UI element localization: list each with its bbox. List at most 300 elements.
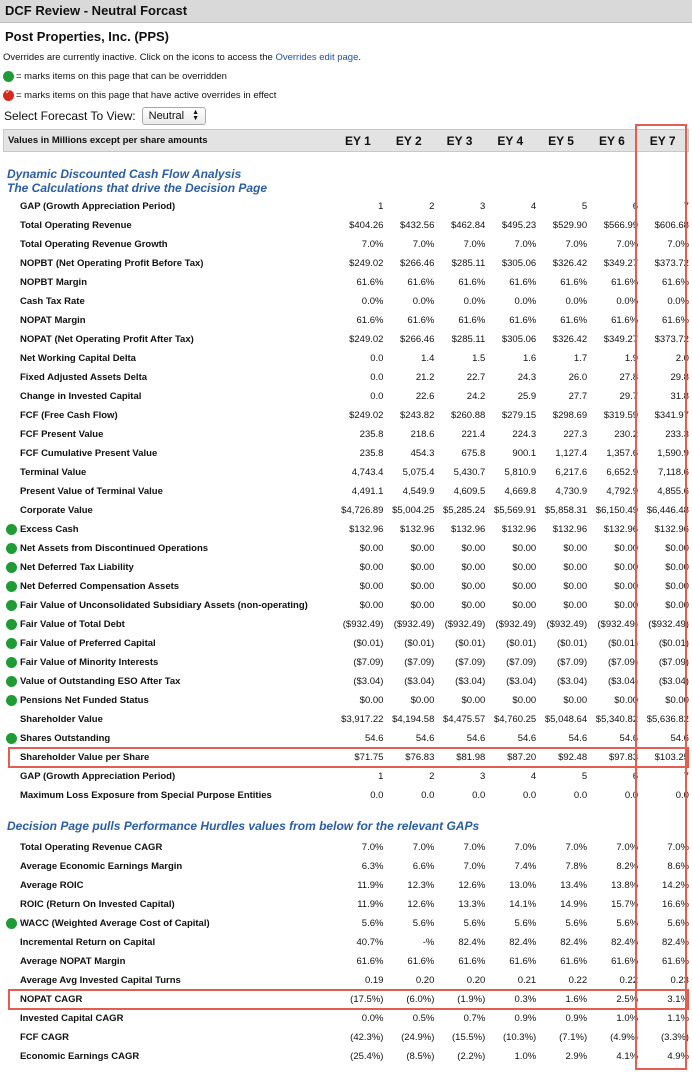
green-override-icon[interactable]: [6, 918, 17, 929]
row-value: 61.6%: [407, 315, 435, 326]
row-label: Average Economic Earnings Margin: [19, 861, 183, 872]
row-value: ($932.49): [342, 619, 384, 630]
table-row: [3, 558, 689, 577]
table-row: [3, 368, 689, 387]
row-label: Incremental Return on Capital: [19, 937, 156, 948]
table-row: [3, 615, 689, 634]
row-label: NOPBT Margin: [19, 277, 87, 288]
row-value: 0.0: [370, 391, 384, 402]
row-value: 0.23: [670, 975, 689, 986]
table-row: [3, 463, 689, 482]
green-override-icon[interactable]: [6, 581, 17, 592]
row-value: 2: [429, 201, 435, 212]
row-label: NOPAT (Net Operating Profit After Tax): [19, 334, 194, 345]
row-value: 1.6: [522, 353, 537, 364]
row-value: ($0.01): [658, 638, 689, 649]
header-year: EY 3: [446, 133, 473, 148]
row-value: $0.00: [665, 562, 689, 573]
table-row: [3, 387, 689, 406]
row-value: 0.0: [370, 790, 384, 801]
row-value: ($0.01): [404, 638, 435, 649]
row-label: Change in Invested Capital: [19, 391, 142, 402]
row-value: $249.02: [349, 334, 384, 345]
row-label: NOPAT Margin: [19, 315, 86, 326]
row-value: 1.0%: [514, 1051, 537, 1062]
row-value: 6,217.6: [555, 467, 588, 478]
row-value: $566.99: [603, 220, 639, 231]
row-value: 6,652.9: [606, 467, 639, 478]
row-value: ($7.09): [557, 657, 588, 668]
row-label: Net Working Capital Delta: [19, 353, 136, 364]
row-value: 0.21: [517, 975, 537, 986]
row-label: Shareholder Value: [19, 714, 103, 725]
row-icon-cell: [3, 733, 20, 744]
section1-rows: [3, 197, 689, 805]
row-value: -%: [422, 937, 435, 948]
table-row: [3, 1047, 689, 1066]
table-row: [3, 914, 689, 933]
row-label: GAP (Growth Appreciation Period): [19, 201, 176, 212]
table-row: [3, 767, 689, 786]
row-value: 6.3%: [361, 861, 384, 872]
row-value: 61.6%: [458, 315, 486, 326]
row-value: (42.3%): [350, 1032, 384, 1043]
row-label: Economic Earnings CAGR: [19, 1051, 140, 1062]
row-value: $4,475.57: [443, 714, 486, 725]
row-label: FCF Cumulative Present Value: [19, 448, 158, 459]
row-value: $0.00: [614, 581, 639, 592]
green-override-icon[interactable]: [6, 619, 17, 630]
row-value: 235.8: [359, 429, 384, 440]
table-row: [3, 691, 689, 710]
table-row: [3, 254, 689, 273]
green-override-icon[interactable]: [6, 657, 17, 668]
row-value: $5,340.82: [595, 714, 639, 725]
row-value: ($932.49): [648, 619, 689, 630]
row-value: ($0.01): [353, 638, 384, 649]
row-value: 54.6: [670, 733, 689, 744]
row-value: 0.0%: [361, 1013, 384, 1024]
table-header: [3, 129, 689, 152]
header-year: EY 4: [497, 133, 524, 148]
row-value: 675.8: [461, 448, 486, 459]
forecast-select-label: Select Forecast To View:: [4, 109, 136, 123]
row-value: 54.6: [466, 733, 486, 744]
row-label: Pensions Net Funded Status: [19, 695, 149, 706]
row-value: $132.96: [450, 524, 486, 535]
row-value: 61.6%: [662, 277, 689, 288]
row-value: 8.2%: [616, 861, 639, 872]
table-row: [3, 539, 689, 558]
row-value: 0.0: [472, 790, 486, 801]
table-row: [3, 235, 689, 254]
row-label: Fair Value of Total Debt: [19, 619, 125, 630]
row-value: ($932.49): [393, 619, 435, 630]
row-value: 2.0: [675, 353, 689, 364]
row-value: $0.00: [512, 581, 537, 592]
row-value: ($3.04): [658, 676, 689, 687]
table-row: [3, 596, 689, 615]
row-value: 0.0: [370, 353, 384, 364]
row-value: $76.83: [405, 752, 435, 763]
table-row: [3, 748, 689, 767]
row-value: $285.11: [451, 258, 486, 269]
row-value: 1: [378, 201, 384, 212]
row-value: $5,004.25: [392, 505, 435, 516]
row-value: 0.9%: [514, 1013, 537, 1024]
row-label: Total Operating Revenue Growth: [19, 239, 168, 250]
row-value: ($932.49): [546, 619, 588, 630]
row-value: 1,127.4: [555, 448, 588, 459]
legend-overridable-text: = marks items on this page that can be overridden: [16, 71, 227, 82]
row-value: 7,118.6: [657, 467, 689, 478]
row-label: Cash Tax Rate: [19, 296, 85, 307]
row-value: 24.2: [466, 391, 486, 402]
row-value: 0.0%: [514, 296, 537, 307]
row-value: 900.1: [512, 448, 537, 459]
row-value: ($7.09): [353, 657, 384, 668]
row-value: $0.00: [614, 562, 639, 573]
row-value: $0.00: [410, 695, 435, 706]
row-value: $260.88: [450, 410, 486, 421]
row-label: GAP (Growth Appreciation Period): [19, 771, 176, 782]
green-override-icon[interactable]: [6, 524, 17, 535]
row-value: $5,569.91: [493, 505, 537, 516]
row-label: Present Value of Terminal Value: [19, 486, 163, 497]
row-value: $341.97: [654, 410, 689, 421]
row-value: $266.46: [400, 258, 435, 269]
row-value: $4,760.25: [493, 714, 537, 725]
row-label: Fair Value of Minority Interests: [19, 657, 159, 668]
row-value: $0.00: [665, 600, 689, 611]
row-value: 7.0%: [667, 842, 689, 853]
dcf-table: [3, 129, 689, 1066]
row-icon-cell: [3, 657, 20, 668]
row-value: 1.9: [624, 353, 639, 364]
row-value: $305.06: [501, 334, 537, 345]
row-value: $0.00: [359, 543, 384, 554]
row-value: 5,810.9: [504, 467, 537, 478]
row-value: $462.84: [450, 220, 486, 231]
row-value: $0.00: [461, 581, 486, 592]
green-override-icon[interactable]: [6, 733, 17, 744]
table-row: [3, 216, 689, 235]
row-label: Net Assets from Discontinued Operations: [19, 543, 209, 554]
row-value: 6: [632, 771, 639, 782]
green-override-icon[interactable]: [6, 562, 17, 573]
row-value: $0.00: [410, 581, 435, 592]
row-value: 0.0: [624, 790, 639, 801]
green-override-icon[interactable]: [6, 695, 17, 706]
row-value: 61.6%: [611, 277, 639, 288]
row-value: 54.6: [568, 733, 588, 744]
row-value: 82.4%: [560, 937, 588, 948]
row-value: ($932.49): [597, 619, 639, 630]
row-value: 0.0: [421, 790, 435, 801]
row-value: $319.59: [603, 410, 639, 421]
row-value: $103.25: [654, 752, 689, 763]
row-value: $81.98: [456, 752, 486, 763]
row-value: ($7.09): [607, 657, 639, 668]
row-value: 7.4%: [514, 861, 537, 872]
row-value: 14.9%: [560, 899, 588, 910]
red-checkmark-icon: [3, 90, 14, 101]
row-value: (17.5%): [350, 994, 384, 1005]
table-row: [3, 857, 689, 876]
row-value: $0.00: [512, 695, 537, 706]
row-label: ROIC (Return On Invested Capital): [19, 899, 175, 910]
table-row: [3, 501, 689, 520]
row-value: 1.4: [421, 353, 435, 364]
row-value: 61.6%: [356, 956, 384, 967]
row-label: Shareholder Value per Share: [19, 752, 150, 763]
row-value: $0.00: [410, 562, 435, 573]
row-value: 7.0%: [463, 239, 486, 250]
row-label: Corporate Value: [19, 505, 93, 516]
forecast-select-value: Neutral: [148, 110, 185, 122]
row-value: 3: [479, 771, 486, 782]
row-value: ($3.04): [404, 676, 435, 687]
row-value: $0.00: [563, 562, 588, 573]
row-value: $266.46: [400, 334, 435, 345]
row-value: 61.6%: [509, 277, 537, 288]
row-value: 24.3: [517, 372, 537, 383]
row-value: $4,726.89: [341, 505, 384, 516]
row-value: 4,491.1: [351, 486, 384, 497]
row-value: 5.6%: [514, 918, 537, 929]
row-label: Net Deferred Compensation Assets: [19, 581, 180, 592]
header-year: EY 2: [395, 133, 422, 148]
window-title: DCF Review - Neutral Forcast: [0, 0, 692, 23]
row-value: 4.9%: [667, 1051, 689, 1062]
green-override-icon[interactable]: [6, 638, 17, 649]
row-value: 0.5%: [412, 1013, 435, 1024]
row-value: 1,590.9: [657, 448, 689, 459]
row-icon-cell: [3, 600, 20, 611]
row-value: 0.0%: [616, 296, 639, 307]
row-value: 454.3: [410, 448, 435, 459]
row-value: (3.3%): [660, 1032, 689, 1043]
row-value: (4.9%): [610, 1032, 639, 1043]
row-value: 61.6%: [458, 277, 486, 288]
row-value: $373.72: [654, 258, 689, 269]
section2-title: Decision Page pulls Performance Hurdles values from below for the relevant GAPs: [7, 819, 480, 833]
row-value: $0.00: [563, 543, 588, 554]
row-value: ($0.01): [607, 638, 639, 649]
row-value: $606.68: [654, 220, 689, 231]
row-value: $0.00: [614, 543, 639, 554]
row-value: 0.20: [415, 975, 435, 986]
row-value: 0.19: [364, 975, 384, 986]
row-value: ($3.04): [506, 676, 537, 687]
row-icon-cell: [3, 695, 20, 706]
row-value: 7.0%: [412, 239, 435, 250]
green-override-icon[interactable]: [6, 676, 17, 687]
row-value: 7.0%: [616, 842, 639, 853]
row-value: 0.0: [573, 790, 588, 801]
row-value: ($932.49): [444, 619, 486, 630]
table-row: [3, 577, 689, 596]
row-value: 4,855.6: [657, 486, 689, 497]
row-icon-cell: [3, 676, 20, 687]
row-value: $132.96: [603, 524, 639, 535]
row-value: $6,150.49: [595, 505, 639, 516]
row-value: 61.6%: [662, 315, 689, 326]
row-label: Average Avg Invested Capital Turns: [19, 975, 181, 986]
row-value: 7.0%: [361, 842, 384, 853]
row-value: 7.0%: [514, 842, 537, 853]
row-value: $0.00: [512, 600, 537, 611]
row-value: 25.9: [517, 391, 537, 402]
row-value: 7.0%: [412, 842, 435, 853]
row-value: 8.6%: [667, 861, 689, 872]
row-value: ($0.01): [455, 638, 486, 649]
row-value: 21.2: [415, 372, 435, 383]
row-value: 5,075.4: [402, 467, 435, 478]
row-value: $0.00: [461, 600, 486, 611]
row-label: FCF (Free Cash Flow): [19, 410, 118, 421]
green-override-icon[interactable]: [6, 543, 17, 554]
row-icon-cell: [3, 918, 20, 929]
table-row: [3, 292, 689, 311]
row-value: $5,636.82: [646, 714, 689, 725]
row-value: $373.72: [654, 334, 689, 345]
row-value: $6,446.48: [646, 505, 689, 516]
row-value: 1.5: [472, 353, 486, 364]
row-value: 61.6%: [407, 956, 435, 967]
legend-overridable: [3, 67, 692, 86]
row-value: 230.2: [614, 429, 639, 440]
row-value: $0.00: [359, 562, 384, 573]
row-value: 12.6%: [407, 899, 435, 910]
table-row: [3, 330, 689, 349]
row-value: ($7.09): [658, 657, 689, 668]
table-row: [3, 349, 689, 368]
company-name: Post Properties, Inc. (PPS): [5, 29, 169, 44]
table-row: [3, 710, 689, 729]
row-value: 0.9%: [565, 1013, 588, 1024]
row-value: $5,285.24: [443, 505, 486, 516]
table-row: [3, 990, 689, 1009]
row-value: 61.6%: [356, 277, 384, 288]
row-value: $132.96: [654, 524, 689, 535]
row-value: 61.6%: [560, 956, 588, 967]
row-value: $71.75: [354, 752, 384, 763]
row-label: Average ROIC: [19, 880, 84, 891]
row-value: 6.6%: [412, 861, 435, 872]
row-value: 16.6%: [662, 899, 689, 910]
row-value: 82.4%: [611, 937, 639, 948]
row-value: $5,858.31: [544, 505, 588, 516]
row-value: 13.3%: [458, 899, 486, 910]
row-value: 1.7: [573, 353, 588, 364]
row-icon-cell: [3, 619, 20, 630]
row-value: 224.3: [512, 429, 537, 440]
table-row: [3, 672, 689, 691]
row-value: $0.00: [614, 695, 639, 706]
row-value: 7.0%: [514, 239, 537, 250]
row-value: 4: [530, 771, 537, 782]
row-value: $0.00: [512, 543, 537, 554]
row-value: 0.22: [619, 975, 639, 986]
row-value: 4,549.9: [402, 486, 435, 497]
row-value: (6.0%): [406, 994, 435, 1005]
table-row: [3, 406, 689, 425]
row-label: Fair Value of Unconsolidated Subsidiary Assets (non-operating): [19, 600, 308, 611]
row-value: 11.9%: [357, 899, 384, 910]
row-value: (24.9%): [401, 1032, 435, 1043]
table-row: [3, 482, 689, 501]
row-value: 3: [479, 201, 486, 212]
row-value: 233.3: [665, 429, 689, 440]
row-value: 227.3: [563, 429, 588, 440]
row-value: 0.0%: [361, 296, 384, 307]
row-value: 14.1%: [509, 899, 537, 910]
table-row: [3, 444, 689, 463]
row-value: 2.5%: [616, 994, 639, 1005]
green-override-icon[interactable]: [6, 600, 17, 611]
legend-active-text: = marks items on this page that have active overrides in effect: [16, 90, 277, 101]
row-value: 7: [683, 771, 689, 782]
row-icon-cell: [3, 638, 20, 649]
table-row: [3, 952, 689, 971]
row-value: 1.0%: [616, 1013, 639, 1024]
row-label: Maximum Loss Exposure from Special Purpose Entities: [19, 790, 272, 801]
row-value: 40.7%: [356, 937, 384, 948]
overrides-note-text: Overrides are currently inactive. Click on the icons to access the: [3, 52, 276, 63]
overrides-note: [3, 51, 692, 64]
header-year: EY 5: [548, 133, 574, 148]
row-value: 7: [683, 201, 689, 212]
row-value: 22.7: [466, 372, 486, 383]
row-value: 7.0%: [463, 861, 486, 872]
row-value: 5.6%: [616, 918, 639, 929]
row-value: 5.6%: [463, 918, 486, 929]
row-value: 61.6%: [509, 315, 537, 326]
table-row: [3, 876, 689, 895]
row-value: $0.00: [665, 543, 689, 554]
row-value: 61.6%: [611, 956, 639, 967]
row-value: 4,669.8: [504, 486, 537, 497]
row-value: $0.00: [410, 600, 435, 611]
row-value: $0.00: [665, 581, 689, 592]
row-value: $0.00: [359, 581, 384, 592]
row-value: 29.7: [619, 391, 639, 402]
row-value: 0.0: [522, 790, 537, 801]
row-value: 0.0: [370, 372, 384, 383]
forecast-select[interactable]: [142, 107, 206, 125]
row-label: Fixed Adjusted Assets Delta: [19, 372, 148, 383]
row-value: $404.26: [349, 220, 384, 231]
row-value: 0.3%: [514, 994, 537, 1005]
row-value: 2.9%: [565, 1051, 588, 1062]
row-value: $326.42: [552, 334, 588, 345]
row-label: FCF Present Value: [19, 429, 104, 440]
row-value: $3,917.22: [341, 714, 384, 725]
row-value: $0.00: [359, 695, 384, 706]
row-value: (25.4%): [350, 1051, 384, 1062]
select-arrows-icon: ▲ ▼: [192, 109, 200, 122]
row-icon-cell: [3, 524, 20, 535]
table-row: [3, 653, 689, 672]
row-value: $495.23: [501, 220, 537, 231]
header-year: EY 6: [598, 133, 625, 148]
table-row: [3, 838, 689, 857]
overrides-edit-link[interactable]: Overrides edit page: [275, 52, 359, 63]
row-value: 218.6: [410, 429, 435, 440]
row-label: Fair Value of Preferred Capital: [19, 638, 156, 649]
row-value: $132.96: [552, 524, 588, 535]
